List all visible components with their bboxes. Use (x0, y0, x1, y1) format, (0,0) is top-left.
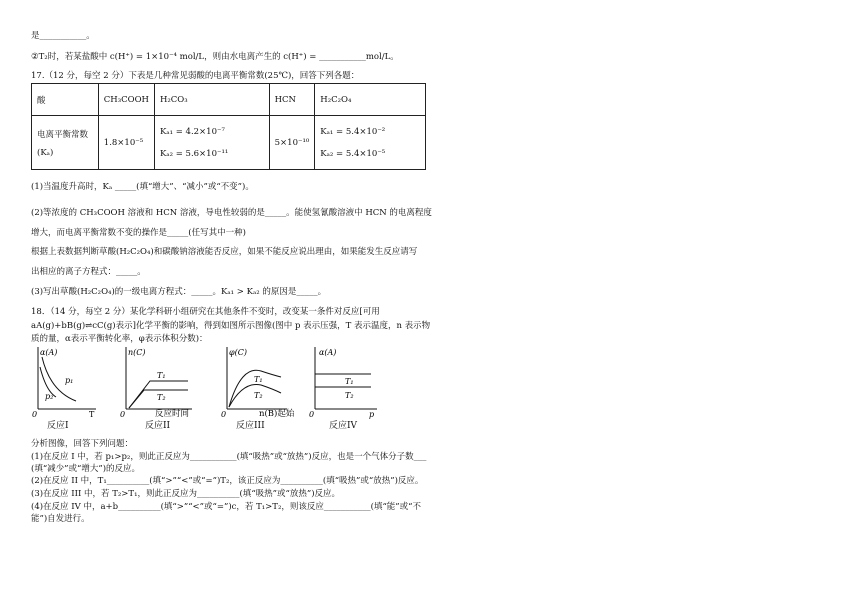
analysis-q1-line2: (填“减少”或“增大”)的反应。 (31, 464, 141, 474)
graph-reaction-1 (32, 345, 102, 420)
graph-2-svg (120, 345, 200, 417)
graph-4-svg (309, 345, 383, 417)
cell-hcn-ka: 5×10⁻¹⁰ (269, 116, 315, 170)
q17-part2-line2: 增大，而电离平衡常数不变的操作是_____(任写其中一种) (31, 228, 246, 238)
q17-part2-line4: 出相应的离子方程式：_____。 (31, 267, 146, 277)
graph-reaction-4 (309, 345, 383, 420)
q17-part3: (3)写出草酸(H₂C₂O₄)的一级电离方程式：_____。Kₐ₁ > Kₐ₂ 的原因是_____。 (31, 287, 327, 297)
graph-1-caption: 反应I (47, 421, 69, 431)
table-header-h2co3: H₂CO₃ (154, 84, 269, 116)
table-header-hcn: HCN (269, 84, 315, 116)
ionization-constant-table (31, 83, 426, 170)
graph-2-label-t1: T₁ (157, 371, 166, 380)
h2c2o4-ka2: Kₐ₂ = 5.4×10⁻⁵ (320, 148, 386, 159)
question-18-line2: aA(g)+bB(g)⇌cC(g)表示]化学平衡的影响，得到如图所示图像(图中 p 表示压强，T 表示温度，n 表示物 (31, 321, 431, 331)
graph-reaction-2 (120, 345, 200, 420)
graph-2-caption: 反应II (145, 421, 171, 431)
graph-4-origin: 0 (309, 410, 315, 419)
analysis-q4-line2: 能”)自发进行。 (31, 514, 90, 524)
graph-3-origin: 0 (221, 410, 227, 419)
graph-4-label-t1: T₁ (345, 377, 354, 386)
graph-1-svg (32, 345, 102, 417)
graph-4-ylabel: α(A) (319, 348, 337, 357)
table-row-label (32, 116, 99, 170)
question-18-line1: 18．（14 分，每空 2 分）某化学科研小组研究在其他条件不变时，改变某一条件对反应[可用 (31, 307, 380, 317)
q17-part2-line1: (2)等浓度的 CH₃COOH 溶液和 HCN 溶液，导电性较弱的是_____。能使氢氰酸溶液中 HCN 的电离程度 (31, 208, 432, 218)
graph-reaction-3 (221, 345, 301, 420)
h2c2o4-ka1: Kₐ₁ = 5.4×10⁻² (320, 126, 386, 137)
h2co3-ka2: Kₐ₂ = 5.6×10⁻¹¹ (159, 148, 229, 159)
graph-1-label-p2: p₂ (45, 392, 54, 401)
cell-h2c2o4-ka (315, 116, 426, 170)
line-blank-answer: 是___________。 (31, 31, 95, 41)
question-18-line3: 质的量，α表示平衡转化率，φ表示体积分数)： (31, 334, 208, 344)
graph-2-ylabel: n(C) (128, 348, 146, 357)
analysis-q2: (2)在反应 II 中，T₁__________(填“>”“<”或“=”)T₂，该正反应为__________(填“吸热”或“放热”)反应。 (31, 476, 424, 486)
graph-3-svg (221, 345, 301, 417)
analysis-q3: (3)在反应 III 中，若 T₂>T₁，则此正反应为__________(填“吸热”或“放热”)反应。 (31, 489, 341, 499)
graph-3-ylabel: φ(C) (229, 348, 247, 357)
graph-3-caption: 反应III (236, 421, 265, 431)
question-17-heading: 17.（12 分，每空 2 分）下表是几种常见弱酸的电离平衡常数(25℃)，回答下列各题： (31, 71, 360, 81)
analysis-q4-line1: (4)在反应 IV 中，a+b__________(填“>”“<”或“=”)c，若 T₁>T₂，则该反应___________(填“能”或“不 (31, 502, 421, 512)
graph-2-xlabel: 反应时间 (155, 409, 190, 419)
graph-3-xlabel: n(B)起始 (259, 409, 295, 419)
graph-4-label-t2: T₂ (345, 391, 354, 400)
graph-3-label-t1: T₁ (254, 375, 263, 384)
graph-2-origin: 0 (120, 410, 126, 419)
table-header-acid: 酸 (32, 84, 99, 116)
q17-part1: (1)当温度升高时，Kₐ _____(填“增大”、“减小”或“不变”)。 (31, 182, 254, 192)
graph-1-origin: 0 (32, 410, 38, 419)
graph-1-label-p1: p₁ (65, 376, 74, 385)
cell-ch3cooh-ka: 1.8×10⁻⁵ (98, 116, 154, 170)
graph-4-caption: 反应IV (329, 421, 358, 431)
analysis-intro: 分析图像，回答下列问题： (31, 439, 134, 449)
table-header-ch3cooh: CH₃COOH (98, 84, 154, 116)
graph-4-xlabel: p (369, 410, 375, 419)
row-label-line2: (Kₐ) (37, 147, 54, 158)
graph-2-label-t2: T₂ (157, 393, 166, 402)
row-label-line1: 电离平衡常数 (37, 129, 89, 140)
graph-3-label-t2: T₂ (254, 391, 263, 400)
graph-1-ylabel: α(A) (40, 348, 58, 357)
h2co3-ka1: Kₐ₁ = 4.2×10⁻⁷ (159, 126, 225, 137)
line-t2-hydrochloric: ②T₂时，若某盐酸中 c(H⁺) = 1×10⁻⁴ mol/L，则由水电离产生的 c(H⁺) = ___________mol/L。 (31, 52, 399, 62)
q17-part2-line3: 根据上表数据判断草酸(H₂C₂O₄)和碳酸钠溶液能否反应，如果不能反应说出理由，如果能发生反应请写 (31, 247, 418, 257)
table-header-h2c2o4: H₂C₂O₄ (315, 84, 426, 116)
cell-h2co3-ka (154, 116, 269, 170)
graph-1-xlabel: T (89, 410, 95, 419)
analysis-q1-line1: (1)在反应 I 中，若 p₁>p₂，则此正反应为___________(填“吸热”或“放热”)反应，也是一个气体分子数___ (31, 452, 427, 462)
